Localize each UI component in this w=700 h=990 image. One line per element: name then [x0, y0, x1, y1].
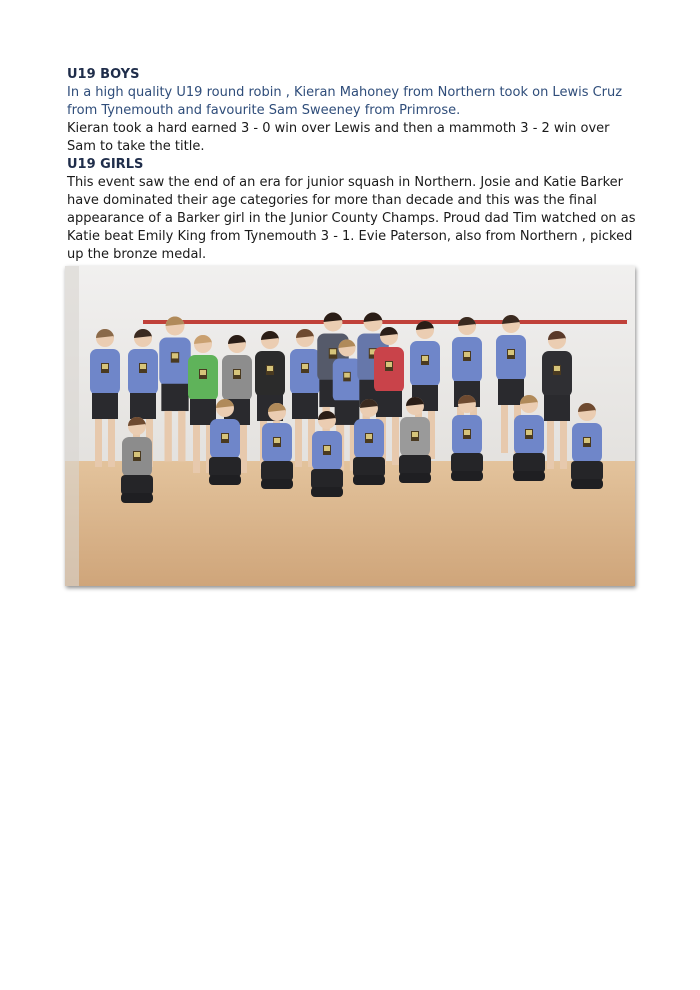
trophy-plate	[302, 364, 308, 369]
court-line	[143, 320, 627, 324]
trophy-plate	[584, 438, 590, 443]
leg	[165, 411, 172, 461]
knees	[399, 473, 431, 483]
trophy-plate	[508, 350, 514, 355]
shorts	[311, 469, 343, 489]
shorts	[571, 461, 603, 481]
trophy-plate	[464, 430, 470, 435]
shorts	[130, 393, 156, 419]
shorts	[121, 475, 153, 495]
shorts	[161, 384, 188, 411]
knees	[209, 475, 241, 485]
knees	[311, 487, 343, 497]
trophy-plate	[274, 438, 280, 443]
trophy-plate	[412, 432, 418, 437]
u19-girls-paragraph-1: This event saw the end of an era for junior squash in Northern. Josie and Katie Barker have dominated their age categories for more than decade and this was the final appearance of a Barker girl in the Junior County Champs. Proud dad Tim watched on as Katie beat Emily King from Tynemouth 3 - 1. Evie Paterson, also from Northern , picked up the bronze medal.	[67, 175, 636, 262]
leg	[178, 411, 185, 461]
knees	[121, 493, 153, 503]
shorts	[261, 461, 293, 481]
leg	[240, 425, 247, 473]
knees	[353, 475, 385, 485]
shorts	[399, 455, 431, 475]
leg	[295, 419, 302, 467]
trophy-plate	[222, 434, 228, 439]
trophy-plate	[330, 349, 336, 354]
trophy-plate	[102, 364, 108, 369]
leg	[392, 417, 399, 465]
leg	[95, 419, 102, 467]
group-photo-illustration	[65, 266, 635, 586]
article	[67, 66, 637, 264]
knees	[261, 479, 293, 489]
shorts	[353, 457, 385, 477]
leg	[547, 421, 554, 469]
trophy-plate	[526, 430, 532, 435]
trophy-plate	[134, 452, 140, 457]
knees	[451, 471, 483, 481]
shorts	[451, 453, 483, 473]
trophy-plate	[324, 446, 330, 451]
leg	[108, 419, 115, 467]
trophy-plate	[344, 373, 350, 378]
trophy-plate	[422, 356, 428, 361]
shorts	[376, 391, 402, 417]
knees	[513, 471, 545, 481]
u19-boys-paragraph-1: In a high quality U19 round robin , Kieran Mahoney from Northern took on Lewis Cruz from Tynemouth and favourite Sam Sweeney from Primrose.	[67, 85, 623, 118]
group-photo	[65, 266, 635, 586]
u19-boys-paragraph-2: Kieran took a hard earned 3 - 0 win over Lewis and then a mammoth 3 - 2 win over Sam to take the title.	[67, 121, 610, 154]
leg	[193, 425, 200, 473]
trophy-plate	[200, 370, 206, 375]
leg	[501, 405, 508, 453]
trophy-plate	[172, 353, 178, 358]
knees	[571, 479, 603, 489]
section-heading-u19-boys: U19 BOYS	[67, 67, 140, 82]
left-edge-shadow	[65, 266, 79, 586]
trophy-plate	[234, 370, 240, 375]
shorts	[209, 457, 241, 477]
trophy-plate	[267, 366, 273, 371]
trophy-plate	[554, 366, 560, 371]
trophy-plate	[366, 434, 372, 439]
section-heading-u19-girls: U19 GIRLS	[67, 157, 144, 172]
shorts	[92, 393, 118, 419]
leg	[560, 421, 567, 469]
trophy-plate	[464, 352, 470, 357]
shorts	[335, 400, 360, 425]
shorts	[498, 379, 524, 405]
trophy-plate	[386, 362, 392, 367]
trophy-plate	[140, 364, 146, 369]
shorts	[292, 393, 318, 419]
shorts	[513, 453, 545, 473]
shorts	[544, 395, 570, 421]
